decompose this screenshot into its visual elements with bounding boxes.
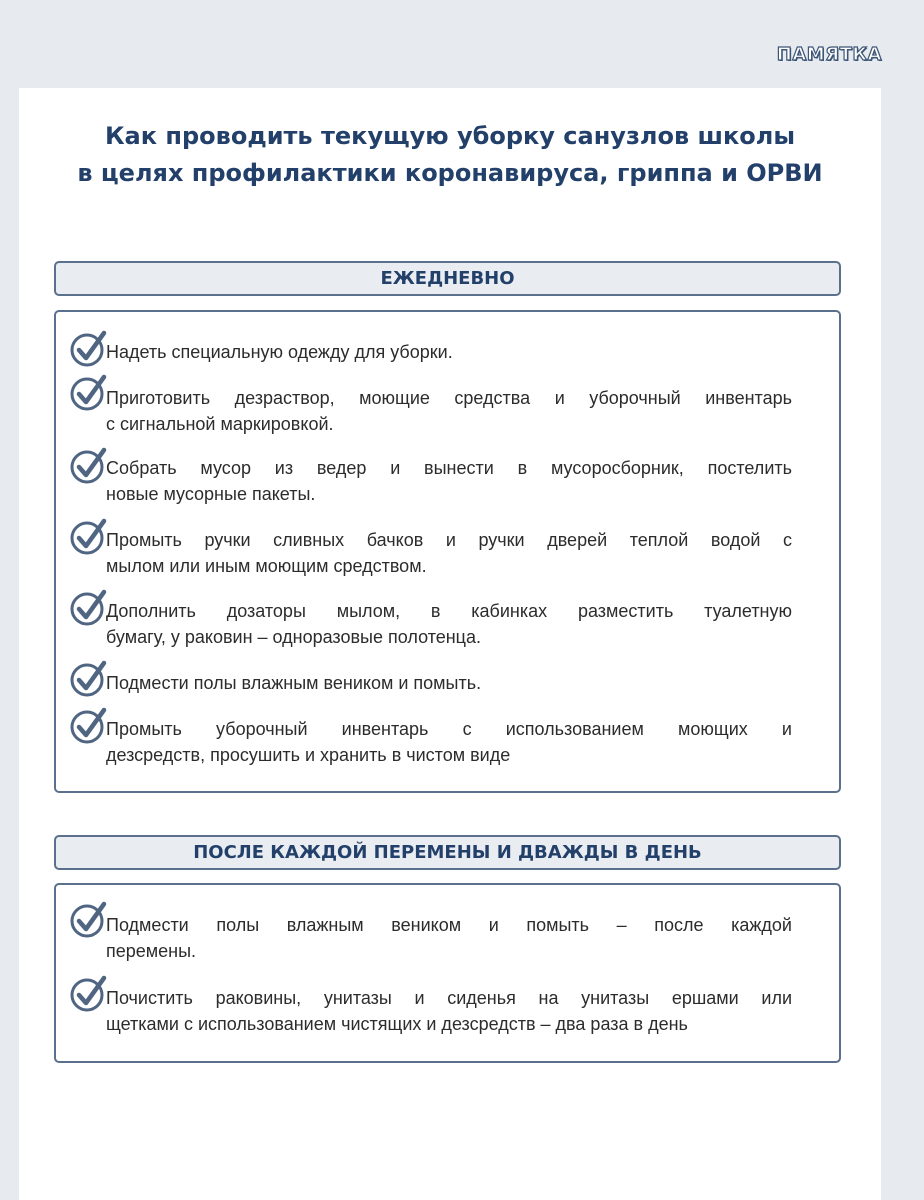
checkmark-icon bbox=[69, 899, 109, 939]
list-item: Надеть специальную одежду для уборки. bbox=[106, 342, 453, 362]
checkmark-icon bbox=[69, 658, 109, 698]
memo-badge: ПАМЯТКА bbox=[776, 44, 882, 65]
title-line-1: Как проводить текущую уборку санузлов школы bbox=[104, 122, 796, 150]
list-item: Почистить раковины, унитазы и сиденья на унитазы ершами или щетками с использованием чистящих и дезсредств – два раза в день bbox=[106, 988, 792, 1034]
checkmark-icon bbox=[69, 328, 109, 368]
section-body-after-break bbox=[54, 883, 841, 1063]
list-item: Подмести полы влажным веником и помыть. bbox=[106, 673, 482, 693]
memo-sheet bbox=[19, 88, 881, 1200]
section-header-daily: ЕЖЕДНЕВНО bbox=[54, 261, 841, 296]
checkmark-icon bbox=[69, 516, 109, 556]
page-title bbox=[19, 118, 881, 192]
list-item: Подмести полы влажным веником и помыть – после каждой перемены. bbox=[106, 915, 792, 961]
checkmark-icon bbox=[69, 973, 109, 1013]
title-line-2: в целях профилактики коронавируса, гриппа и ОРВИ bbox=[77, 159, 823, 187]
list-item: Приготовить дезраствор, моющие средства и уборочный инвентарь с сигнальной маркировкой. bbox=[106, 388, 792, 434]
checkmark-icon bbox=[69, 445, 109, 485]
list-item: Дополнить дозаторы мылом, в кабинках разместить туалетную бумагу, у раковин – одноразовые полотенца. bbox=[106, 601, 792, 647]
checkmark-icon bbox=[69, 705, 109, 745]
checkmark-icon bbox=[69, 372, 109, 412]
list-item: Промыть уборочный инвентарь с использованием моющих и дезсредств, просушить и хранить в чистом виде bbox=[106, 719, 792, 765]
section-header-after-break: ПОСЛЕ КАЖДОЙ ПЕРЕМЕНЫ И ДВАЖДЫ В ДЕНЬ bbox=[54, 835, 841, 870]
list-item: Собрать мусор из ведер и вынести в мусоросборник, постелить новые мусорные пакеты. bbox=[106, 458, 792, 504]
list-item: Промыть ручки сливных бачков и ручки дверей теплой водой с мылом или иным моющим средством. bbox=[106, 530, 792, 576]
checkmark-icon bbox=[69, 587, 109, 627]
section-body-daily bbox=[54, 310, 841, 793]
